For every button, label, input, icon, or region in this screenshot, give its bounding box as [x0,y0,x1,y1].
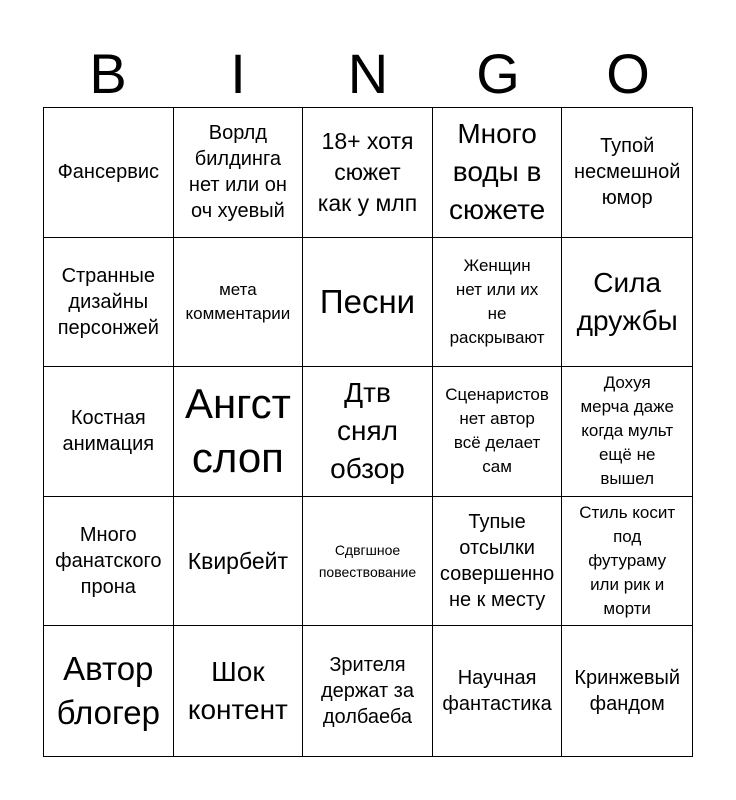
bingo-cell-text: Научная фантастика [442,667,552,716]
bingo-cell-text: 18+ хотя сюжет как у млп [317,127,418,216]
bingo-cell-23[interactable] [303,626,433,756]
bingo-cell-text: Много воды в сюжете [449,118,546,226]
bingo-header [43,40,693,108]
bingo-cell-18[interactable] [303,497,433,627]
bingo-cell-text: Сила дружбы [576,266,678,336]
bingo-cell-text: Женщин нет или их не раскрывают [449,255,545,347]
bingo-cell-text: Стиль косит под футураму или рик и морти [579,503,676,619]
bingo-cell-3[interactable] [303,108,433,238]
bingo-cell-15[interactable] [562,367,692,497]
bingo-cell-6[interactable] [44,238,174,368]
bingo-cell-12[interactable] [174,367,304,497]
bingo-cell-13[interactable] [303,367,433,497]
header-letter-o: O [606,42,650,105]
bingo-cell-text: Зрителя держат за долбаеба [320,654,414,729]
bingo-cell-4[interactable] [433,108,563,238]
bingo-cell-text: Квирбейт [187,547,289,574]
bingo-cell-21[interactable] [44,626,174,756]
bingo-cell-text: Песни [319,282,416,320]
bingo-cell-text: Шок контент [187,656,288,726]
bingo-cell-5[interactable] [562,108,692,238]
bingo-cell-17[interactable] [174,497,304,627]
bingo-cell-19[interactable] [433,497,563,627]
bingo-cell-text: Ворлд билдинга нет или он оч хуевый [188,122,287,223]
bingo-cell-1[interactable] [44,108,174,238]
header-letter-b: B [89,42,127,105]
bingo-cell-9[interactable] [433,238,563,368]
bingo-cell-10[interactable] [562,238,692,368]
bingo-cell-16[interactable] [44,497,174,627]
bingo-cell-24[interactable] [433,626,563,756]
bingo-cell-text: Тупой несмешной юмор [573,135,681,210]
bingo-cell-text: Дтв снял обзор [330,377,405,485]
bingo-cell-text: Ангст слоп [184,380,291,482]
bingo-cell-text: Сдвгшное повествование [318,542,417,581]
bingo-cell-text: мета комментарии [185,279,291,323]
bingo-cell-text: Автор блогер [56,650,160,732]
bingo-cell-text: Кринжевый фандом [574,667,681,716]
bingo-cell-text: Дохуя мерча даже когда мульт ещё не вышел [580,373,674,489]
bingo-cell-text: Тупые отсылки совершенно не к месту [439,511,555,612]
bingo-cell-8[interactable] [303,238,433,368]
header-letter-i: I [230,42,246,105]
bingo-cell-2[interactable] [174,108,304,238]
bingo-cell-text: Сценаристов нет автор всё делает сам [445,385,549,477]
bingo-cell-text: Много фанатского прона [55,524,162,599]
bingo-cell-20[interactable] [562,497,692,627]
bingo-cell-text: Фансервис [57,161,159,184]
bingo-cell-text: Костная анимация [62,407,155,456]
bingo-cell-11[interactable] [44,367,174,497]
bingo-cell-22[interactable] [174,626,304,756]
header-letter-g: G [476,42,520,105]
bingo-card-grid [43,107,693,757]
header-letter-n: N [347,42,389,105]
bingo-cell-text: Странные дизайны персонжей [57,264,159,339]
bingo-cell-14[interactable] [433,367,563,497]
bingo-cell-25[interactable] [562,626,692,756]
bingo-cell-7[interactable] [174,238,304,368]
